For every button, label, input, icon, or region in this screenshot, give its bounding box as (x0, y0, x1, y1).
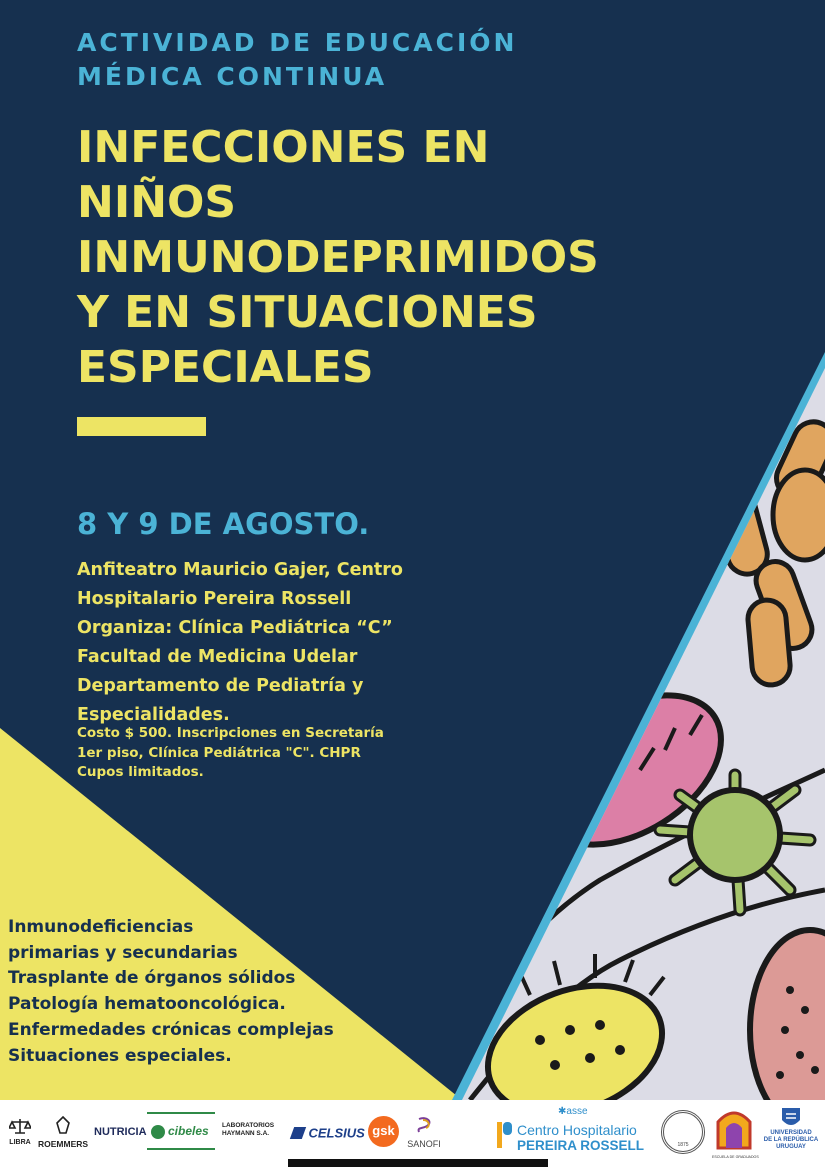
escuela-label: ESCUELA DE GRADUADOS (712, 1155, 759, 1159)
kicker-line: ACTIVIDAD DE EDUCACIÓN (77, 28, 518, 57)
details-line: Organiza: Clínica Pediátrica “C” (77, 618, 393, 638)
scales-icon (9, 1118, 31, 1134)
udelar-logo (762, 1106, 820, 1151)
event-kicker (77, 26, 517, 94)
asse-star-icon: ✱ (558, 1106, 567, 1117)
haymann-logo (222, 1122, 274, 1138)
registration-line: Costo $ 500. Inscripciones en Secretaría (77, 725, 384, 741)
asse-logo (558, 1106, 588, 1117)
topic-item: Trasplante de órganos sólidos (8, 968, 296, 989)
registration-line: 1er piso, Clínica Pediátrica "C". CHPR (77, 744, 361, 761)
event-date: 8 Y 9 DE AGOSTO. (77, 507, 370, 541)
details-line: Anfiteatro Mauricio Gajer, Centro (77, 560, 403, 580)
event-details (77, 556, 403, 730)
libra-label: LIBRA (9, 1139, 31, 1146)
seal-year: 1875 (677, 1142, 689, 1148)
gsk-label: gsk (372, 1123, 395, 1138)
haymann-line: HAYMANN S.A. (222, 1130, 270, 1137)
title-divider (77, 417, 206, 436)
title-line: ESPECIALES (77, 342, 374, 393)
title-line: NIÑOS (77, 177, 237, 228)
udelar-line: UNIVERSIDAD (770, 1130, 812, 1136)
topic-list (8, 915, 334, 1069)
kicker-line: MÉDICA CONTINUA (77, 62, 388, 91)
sanofi-logo (404, 1116, 444, 1149)
bottom-bar (288, 1159, 548, 1167)
cibeles-label: cibeles (168, 1124, 209, 1138)
university-seal (661, 1110, 705, 1154)
nutricia-logo: NUTRICIA (94, 1126, 147, 1138)
topic-item: Inmunodeficiencias (8, 917, 194, 937)
registration-line: Cupos limitados. (77, 764, 204, 780)
roemmers-logo (38, 1116, 88, 1149)
details-line: Hospitalario Pereira Rossell (77, 589, 352, 609)
celsius-label: CELSIUS (308, 1125, 365, 1141)
event-title (77, 120, 599, 395)
details-line: Especialidades. (77, 705, 230, 725)
haymann-line: LABORATORIOS (222, 1122, 275, 1129)
sponsor-logo-strip (0, 1100, 825, 1167)
celsius-logo (292, 1124, 365, 1142)
pereira-rossell-mark-icon (497, 1122, 513, 1148)
details-line: Facultad de Medicina Udelar (77, 647, 358, 667)
sanofi-label: SANOFI (407, 1139, 441, 1149)
details-line: Departamento de Pediatría y (77, 676, 364, 696)
udelar-line: DE LA REPÚBLICA (763, 1137, 819, 1143)
centro-line: Centro Hospitalario (517, 1122, 637, 1138)
libra-logo (6, 1118, 34, 1146)
cibeles-mark-icon (151, 1125, 165, 1139)
escuela-graduados-logo (712, 1108, 759, 1159)
topic-item: Situaciones especiales. (8, 1045, 232, 1066)
roemmers-label: ROEMMERS (38, 1139, 89, 1149)
cibeles-logo (147, 1112, 215, 1150)
topic-item: Enfermedades crónicas complejas (8, 1019, 334, 1040)
centro-line: PEREIRA ROSSELL (517, 1138, 645, 1153)
topic-item: primarias y secundarias (8, 942, 238, 963)
title-line: INFECCIONES EN (77, 122, 490, 173)
title-line: INMUNODEPRIMIDOS (77, 232, 599, 283)
escuela-arch-icon (712, 1108, 756, 1150)
title-line: Y EN SITUACIONES (77, 287, 538, 338)
registration-info (77, 724, 384, 783)
sanofi-swirl-icon (413, 1116, 435, 1134)
asse-label: asse (566, 1106, 588, 1117)
udelar-shield-icon (780, 1106, 802, 1130)
roemmers-emblem-icon (56, 1116, 70, 1134)
udelar-line: URUGUAY (776, 1144, 806, 1150)
celsius-mark-icon (290, 1127, 306, 1139)
topic-item: Patología hematooncológica. (8, 994, 286, 1015)
gsk-logo (368, 1116, 399, 1147)
